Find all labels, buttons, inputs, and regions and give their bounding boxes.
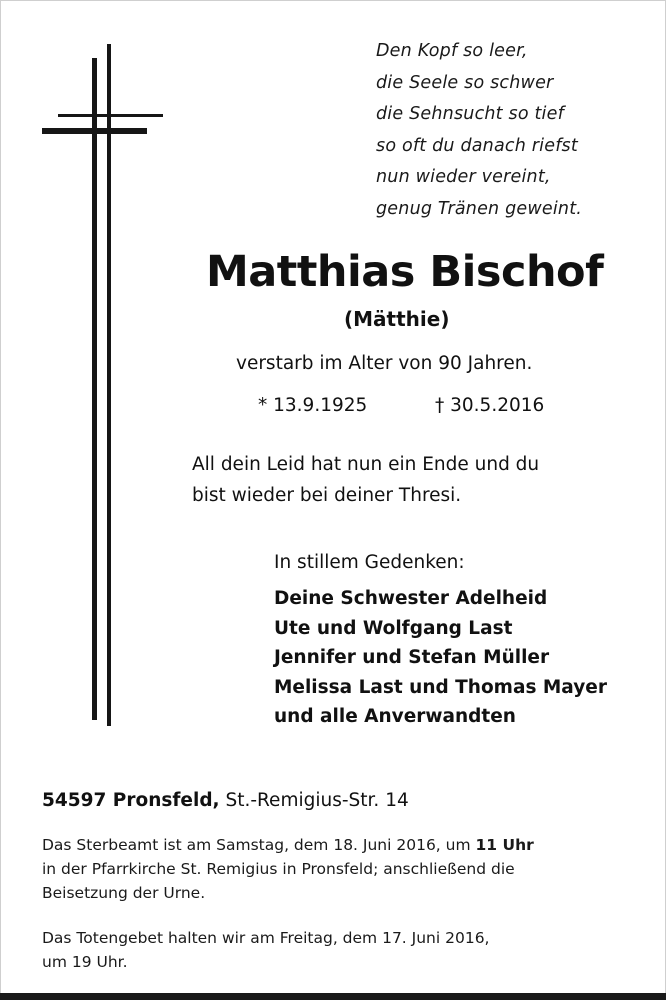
verse-line: bist wieder bei deiner Thresi. bbox=[192, 485, 462, 506]
poem-line: genug Tränen geweint. bbox=[376, 198, 583, 219]
poem-line: die Seele so schwer bbox=[376, 72, 554, 93]
poem-line: Den Kopf so leer, bbox=[376, 41, 528, 61]
age-statement: verstarb im Alter von 90 Jahren. bbox=[236, 353, 533, 374]
address-street: St.-Remigius-Str. 14 bbox=[225, 790, 409, 811]
mourner-name: und alle Anverwandten bbox=[274, 706, 516, 727]
verse-line: All dein Leid hat nun ein Ende und du bbox=[192, 454, 540, 475]
address bbox=[42, 787, 409, 815]
poem-line: die Sehnsucht so tief bbox=[376, 104, 564, 124]
mourners-intro: In stillem Gedenken: bbox=[274, 552, 465, 573]
mourner-name: Jennifer und Stefan Müller bbox=[274, 647, 550, 668]
funeral-note-line: Beisetzung der Urne. bbox=[42, 884, 206, 902]
funeral-note bbox=[42, 833, 642, 905]
farewell-verse bbox=[192, 449, 632, 511]
funeral-note-line bbox=[42, 833, 642, 857]
prayer-note-line: um 19 Uhr. bbox=[42, 953, 128, 971]
death-date: † 30.5.2016 bbox=[435, 395, 545, 416]
deceased-nickname: (Mätthie) bbox=[344, 307, 450, 331]
deceased-name: Matthias Bischof bbox=[206, 247, 604, 297]
mourners-section bbox=[274, 548, 654, 732]
birth-date: * 13.9.1925 bbox=[258, 395, 368, 416]
funeral-time: 11 Uhr bbox=[475, 836, 534, 854]
mourner-name: Ute und Wolfgang Last bbox=[274, 617, 513, 639]
poem-line: so oft du danach riefst bbox=[376, 135, 578, 156]
funeral-note-line: in der Pfarrkirche St. Remigius in Pronsfeld; anschließend die bbox=[42, 860, 515, 878]
bottom-border bbox=[0, 993, 666, 1000]
funeral-note-text: Das Sterbeamt ist am Samstag, dem 18. Juni 2016, um bbox=[42, 836, 476, 854]
prayer-note bbox=[42, 926, 642, 974]
poem bbox=[376, 36, 646, 225]
poem-line: nun wieder vereint, bbox=[376, 167, 551, 187]
mourner-name: Melissa Last und Thomas Mayer bbox=[274, 676, 607, 698]
mourners-list bbox=[274, 584, 654, 732]
prayer-note-line: Das Totengebet halten wir am Freitag, dem 17. Juni 2016, bbox=[42, 929, 490, 947]
mourner-name: Deine Schwester Adelheid bbox=[274, 588, 548, 609]
address-city: 54597 Pronsfeld, bbox=[42, 790, 220, 811]
